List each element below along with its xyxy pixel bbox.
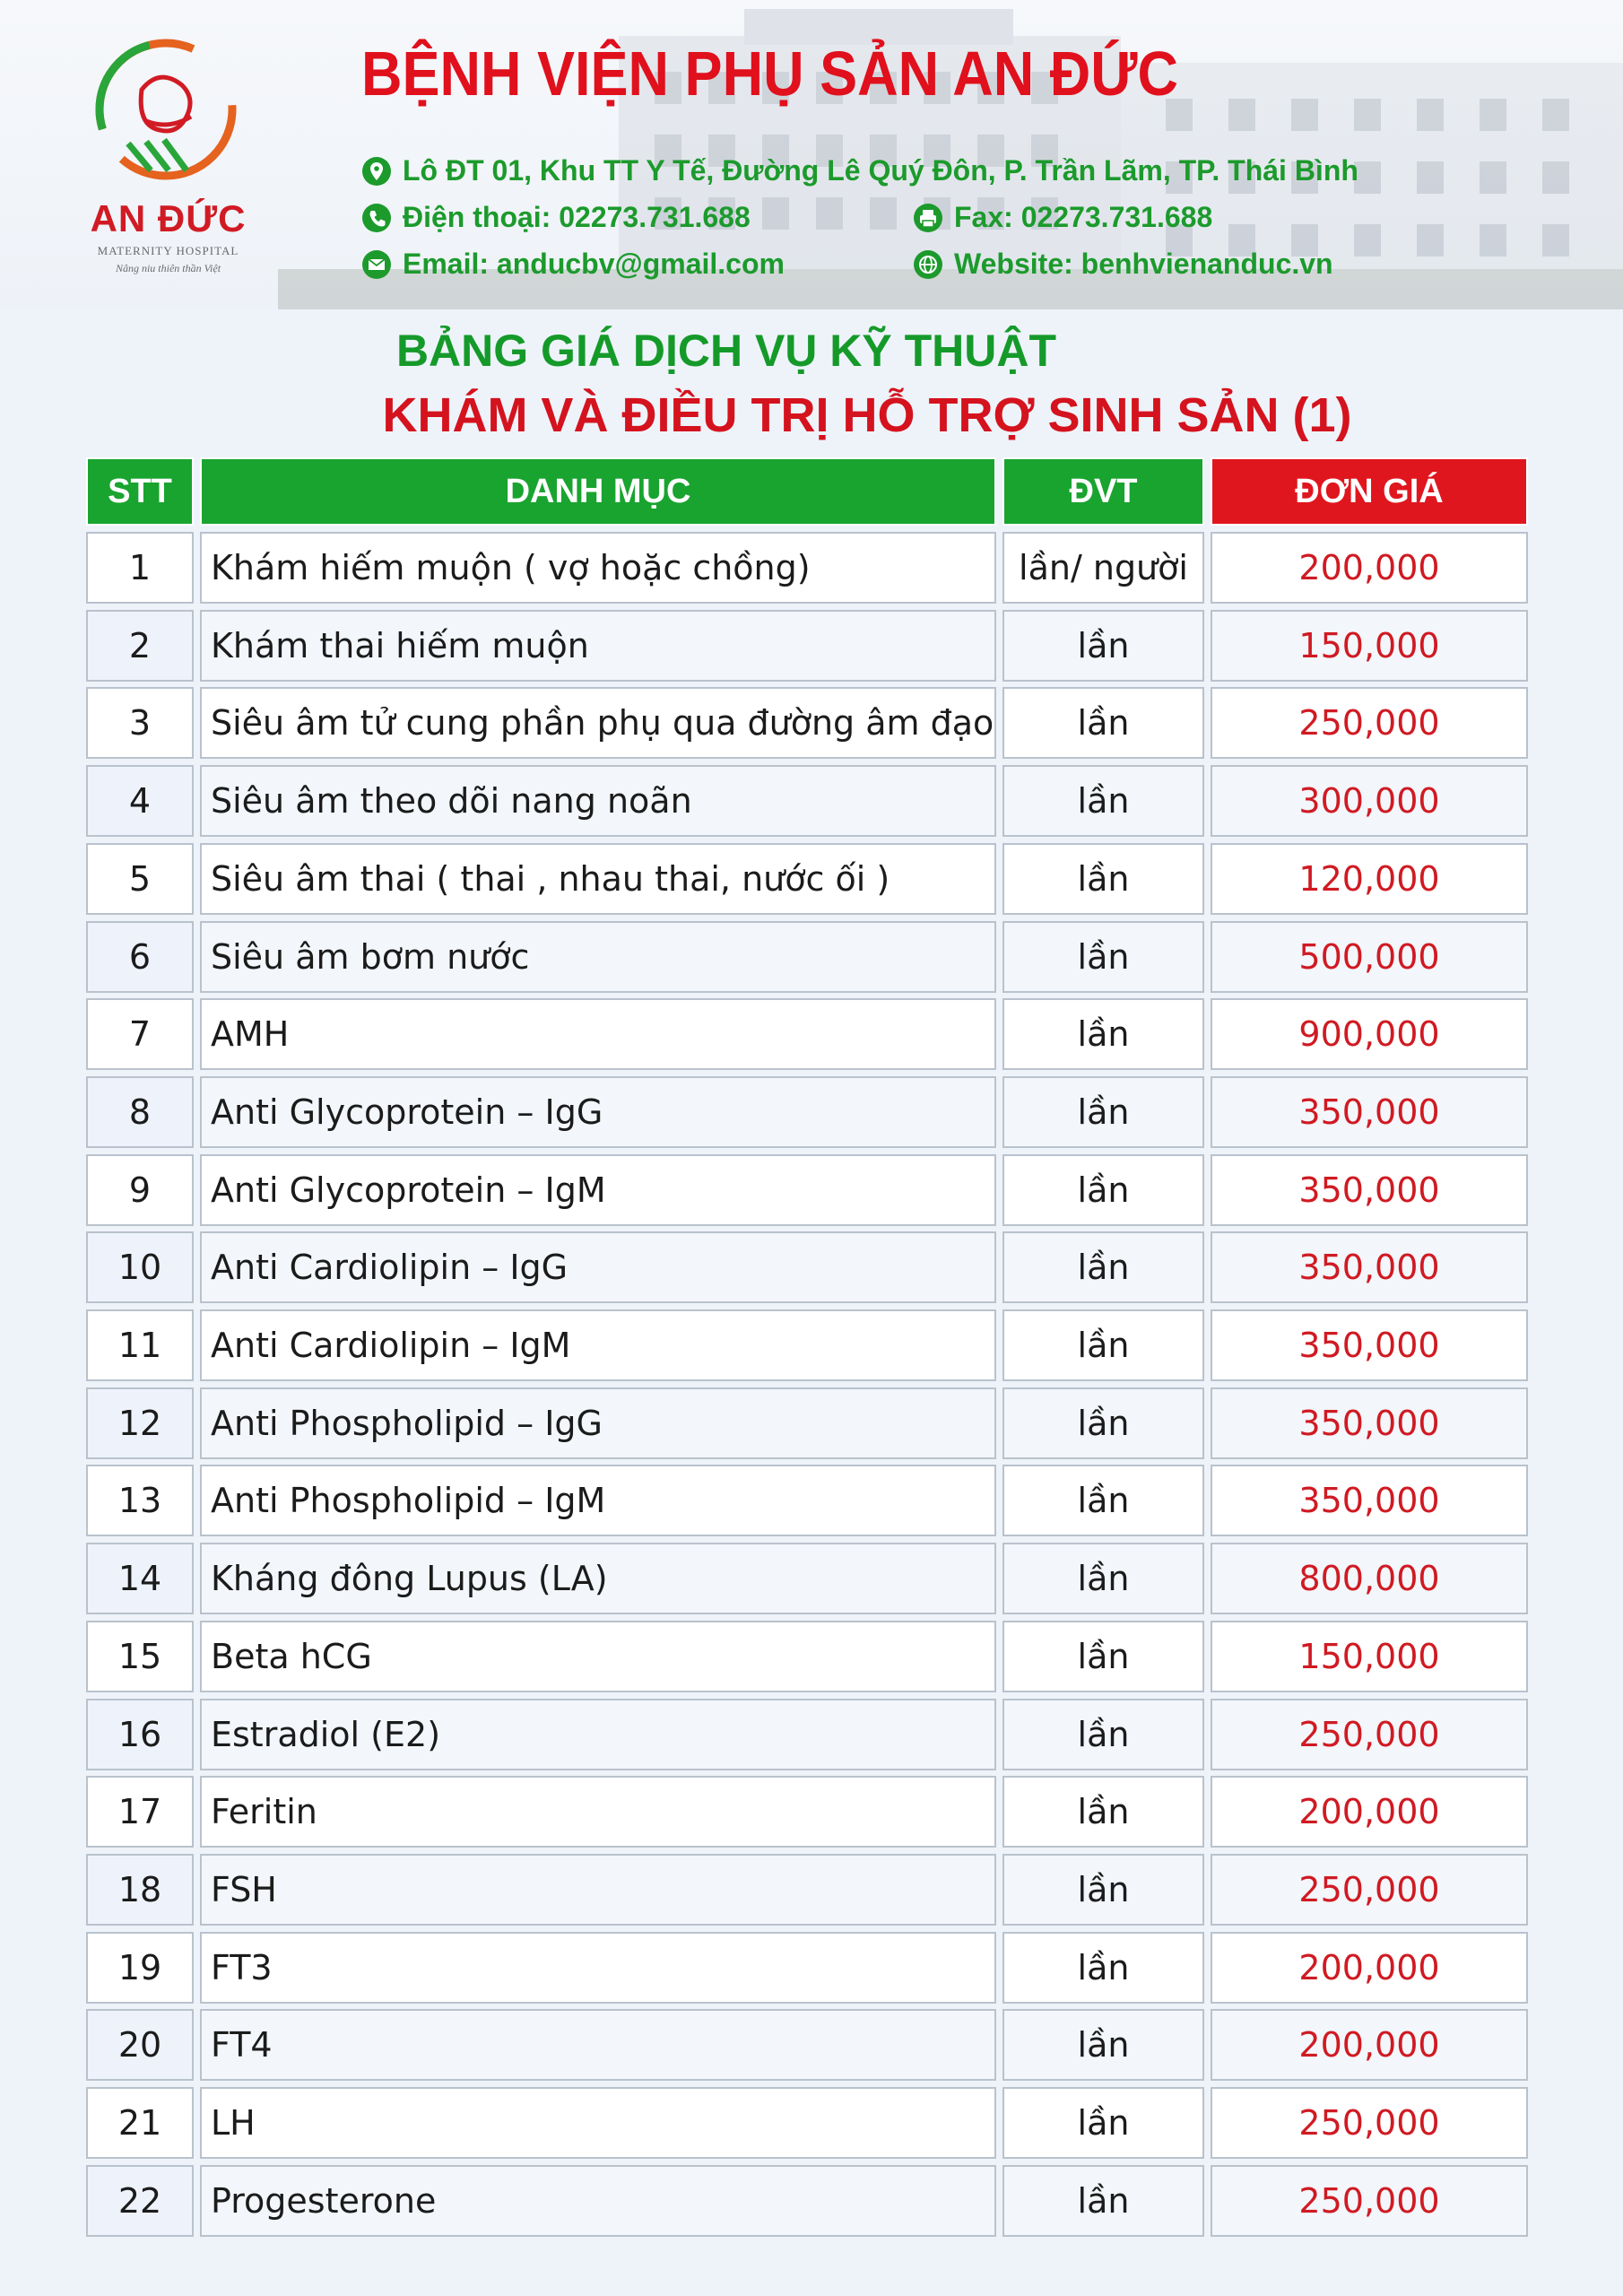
row-unit: lần (1002, 843, 1204, 915)
row-stt: 7 (86, 998, 194, 1070)
address-text: Lô ĐT 01, Khu TT Y Tế, Đường Lê Quý Đôn, P. Trần Lãm, TP. Thái Bình (403, 154, 1358, 187)
row-name: Progesterone (200, 2165, 996, 2237)
mother-child-logo-icon (92, 36, 240, 184)
row-price: 350,000 (1211, 1309, 1528, 1381)
row-name: Anti Phospholipid – IgG (200, 1387, 996, 1459)
fax-text: Fax: 02273.731.688 (954, 201, 1213, 233)
row-price: 250,000 (1211, 1854, 1528, 1926)
row-stt: 9 (86, 1154, 194, 1226)
row-name: FT4 (200, 2009, 996, 2081)
row-stt: 10 (86, 1231, 194, 1303)
row-stt: 12 (86, 1387, 194, 1459)
website-text: Website: benhvienanduc.vn (954, 248, 1333, 280)
title-line-1: BẢNG GIÁ DỊCH VỤ KỸ THUẬT (395, 326, 1057, 376)
fax-line (913, 201, 1212, 234)
row-name: Anti Cardiolipin – IgG (200, 1231, 996, 1303)
table-row (86, 765, 1528, 837)
row-stt: 11 (86, 1309, 194, 1381)
row-stt: 16 (86, 1699, 194, 1770)
row-unit: lần (1002, 1932, 1204, 2004)
table-row (86, 1932, 1528, 2004)
row-name: Anti Phospholipid – IgM (200, 1465, 996, 1536)
hospital-name: BỆNH VIỆN PHỤ SẢN AN ĐỨC (361, 39, 1179, 109)
row-name: Anti Glycoprotein – IgG (200, 1076, 996, 1148)
row-price: 350,000 (1211, 1231, 1528, 1303)
row-name: Siêu âm bơm nước (200, 921, 996, 993)
row-unit: lần (1002, 610, 1204, 682)
phone-text: Điện thoại: 02273.731.688 (403, 201, 751, 233)
logo-brand-text: AN ĐỨC (90, 197, 247, 239)
row-unit: lần/ người (1002, 532, 1204, 604)
row-name: Khám thai hiếm muộn (200, 610, 996, 682)
row-price: 250,000 (1211, 687, 1528, 759)
table-row (86, 1309, 1528, 1381)
row-stt: 15 (86, 1621, 194, 1692)
row-unit: lần (1002, 1387, 1204, 1459)
row-unit: lần (1002, 765, 1204, 837)
row-name: LH (200, 2087, 996, 2159)
row-name: AMH (200, 998, 996, 1070)
table-row (86, 1076, 1528, 1148)
row-name: Siêu âm thai ( thai , nhau thai, nước ối ) (200, 843, 996, 915)
row-name: Anti Glycoprotein – IgM (200, 1154, 996, 1226)
row-unit: lần (1002, 1621, 1204, 1692)
table-row (86, 1543, 1528, 1614)
table-row (86, 2009, 1528, 2081)
row-price: 200,000 (1211, 532, 1528, 604)
row-name: Anti Cardiolipin – IgM (200, 1309, 996, 1381)
table-row (86, 998, 1528, 1070)
row-price: 250,000 (1211, 2165, 1528, 2237)
table-row (86, 1465, 1528, 1536)
row-unit: lần (1002, 1076, 1204, 1148)
title-line-2: KHÁM VÀ ĐIỀU TRỊ HỖ TRỢ SINH SẢN (1) (382, 388, 1352, 442)
table-row (86, 1854, 1528, 1926)
table-row (86, 610, 1528, 682)
address-line (361, 154, 1358, 187)
phone-line (361, 201, 751, 234)
row-price: 250,000 (1211, 2087, 1528, 2159)
row-stt: 3 (86, 687, 194, 759)
email-icon (361, 249, 392, 280)
row-stt: 6 (86, 921, 194, 993)
row-name: FSH (200, 1854, 996, 1926)
globe-icon (913, 249, 943, 280)
fax-icon (913, 203, 943, 233)
row-name: Kháng đông Lupus (LA) (200, 1543, 996, 1614)
table-row (86, 1231, 1528, 1303)
email-line (361, 248, 785, 281)
row-unit: lần (1002, 1309, 1204, 1381)
table-row (86, 1154, 1528, 1226)
row-price: 350,000 (1211, 1465, 1528, 1536)
row-unit: lần (1002, 921, 1204, 993)
row-price: 150,000 (1211, 610, 1528, 682)
row-unit: lần (1002, 1699, 1204, 1770)
website-line (913, 248, 1333, 281)
table-row (86, 921, 1528, 993)
row-price: 500,000 (1211, 921, 1528, 993)
row-unit: lần (1002, 2087, 1204, 2159)
row-unit: lần (1002, 1854, 1204, 1926)
row-name: Siêu âm tử cung phần phụ qua đường âm đạo (200, 687, 996, 759)
row-stt: 21 (86, 2087, 194, 2159)
email-text: Email: anducbv@gmail.com (403, 248, 785, 280)
row-name: Estradiol (E2) (200, 1699, 996, 1770)
row-price: 800,000 (1211, 1543, 1528, 1614)
header-unit: ĐVT (1002, 457, 1204, 526)
row-name: FT3 (200, 1932, 996, 2004)
row-name: Siêu âm theo dõi nang noãn (200, 765, 996, 837)
table-header-row (86, 457, 1528, 526)
row-price: 900,000 (1211, 998, 1528, 1070)
row-price: 350,000 (1211, 1387, 1528, 1459)
row-price: 120,000 (1211, 843, 1528, 915)
row-price: 200,000 (1211, 1932, 1528, 2004)
table-row (86, 2165, 1528, 2237)
table-row (86, 532, 1528, 604)
row-price: 200,000 (1211, 1776, 1528, 1848)
row-unit: lần (1002, 687, 1204, 759)
logo-subtitle: MATERNITY HOSPITAL (97, 244, 239, 257)
row-stt: 8 (86, 1076, 194, 1148)
row-stt: 18 (86, 1854, 194, 1926)
row-price: 350,000 (1211, 1154, 1528, 1226)
row-stt: 2 (86, 610, 194, 682)
row-price: 300,000 (1211, 765, 1528, 837)
row-price: 200,000 (1211, 2009, 1528, 2081)
row-stt: 22 (86, 2165, 194, 2237)
location-pin-icon (361, 156, 392, 187)
phone-icon (361, 203, 392, 233)
row-price: 250,000 (1211, 1699, 1528, 1770)
header-name: DANH MỤC (200, 457, 996, 526)
logo-slogan: Nâng niu thiên thần Việt (115, 262, 221, 274)
header-price: ĐƠN GIÁ (1211, 457, 1528, 526)
row-unit: lần (1002, 1465, 1204, 1536)
row-stt: 13 (86, 1465, 194, 1536)
row-stt: 19 (86, 1932, 194, 2004)
row-name: Feritin (200, 1776, 996, 1848)
row-unit: lần (1002, 1776, 1204, 1848)
row-unit: lần (1002, 2009, 1204, 2081)
row-stt: 5 (86, 843, 194, 915)
table-row (86, 1621, 1528, 1692)
row-unit: lần (1002, 2165, 1204, 2237)
table-row (86, 687, 1528, 759)
header-stt: STT (86, 457, 194, 526)
row-price: 350,000 (1211, 1076, 1528, 1148)
row-stt: 14 (86, 1543, 194, 1614)
hospital-logo (85, 29, 251, 284)
row-name: Khám hiếm muộn ( vợ hoặc chồng) (200, 532, 996, 604)
table-row (86, 2087, 1528, 2159)
row-unit: lần (1002, 998, 1204, 1070)
row-stt: 17 (86, 1776, 194, 1848)
row-stt: 4 (86, 765, 194, 837)
header (0, 0, 1623, 309)
row-unit: lần (1002, 1154, 1204, 1226)
row-unit: lần (1002, 1543, 1204, 1614)
table-row (86, 1387, 1528, 1459)
table-row (86, 1776, 1528, 1848)
row-unit: lần (1002, 1231, 1204, 1303)
row-name: Beta hCG (200, 1621, 996, 1692)
row-stt: 20 (86, 2009, 194, 2081)
table-row (86, 843, 1528, 915)
table-row (86, 1699, 1528, 1770)
row-price: 150,000 (1211, 1621, 1528, 1692)
row-stt: 1 (86, 532, 194, 604)
